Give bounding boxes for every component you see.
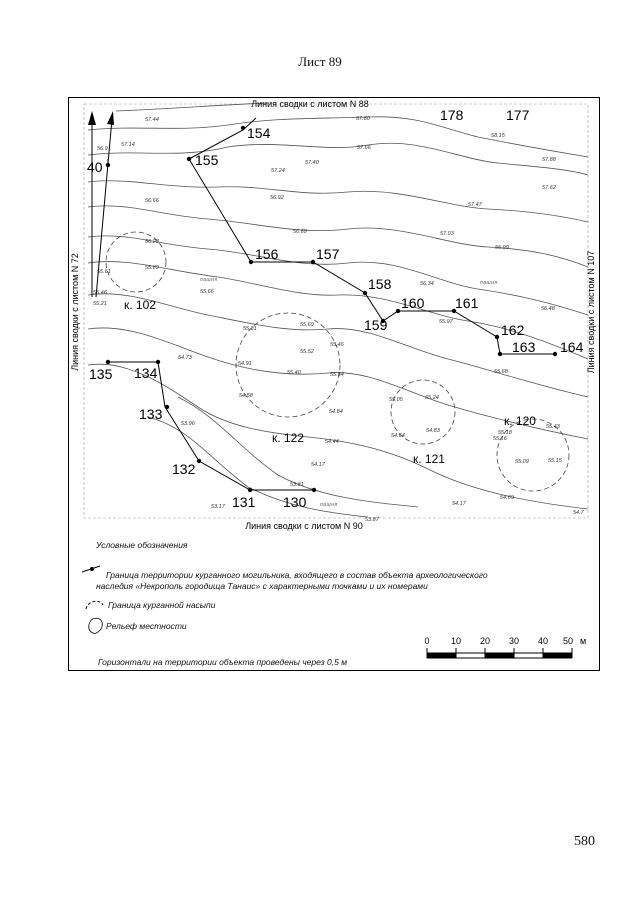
elevation-mark: 57.44 <box>145 117 159 123</box>
boundary-point-marker <box>363 291 367 295</box>
boundary-point-marker <box>106 163 110 167</box>
elevation-mark: 58.15 <box>491 133 505 139</box>
elevation-mark: 56.66 <box>145 198 159 204</box>
point-label-131: 131 <box>232 494 256 510</box>
scale-bar <box>424 636 586 658</box>
elevation-mark: 55.18 <box>498 430 512 436</box>
point-label-163: 163 <box>512 339 536 355</box>
scale-tick-label: 0 <box>424 636 430 646</box>
point-label-155: 155 <box>195 152 219 168</box>
elevation-mark: 54.73 <box>178 355 192 361</box>
elevation-mark: 53.87 <box>365 517 379 523</box>
elevation-mark: 57.24 <box>271 168 285 174</box>
elevation-mark: 57.03 <box>440 231 454 237</box>
point-label-161: 161 <box>455 295 479 311</box>
mound-label-102: к. 102 <box>124 298 156 312</box>
point-label-164: 164 <box>560 339 584 355</box>
boundary-point-marker <box>106 360 110 364</box>
boundary-point-marker <box>396 309 400 313</box>
elevation-mark: 53.17 <box>211 504 225 510</box>
point-label-154: 154 <box>247 125 271 141</box>
mound-boundaries <box>106 232 569 491</box>
scale-tick-label: 40 <box>537 636 549 646</box>
legend-item-boundary-line1: Граница территории курганного могильника, входящего в состав объекта археологического <box>106 570 488 580</box>
boundary-point-marker <box>495 335 499 339</box>
point-label-133: 133 <box>139 406 163 422</box>
elevation-mark: 54.17 <box>311 462 325 468</box>
edge-label-left: Линия сводки с листом N 72 <box>70 253 80 371</box>
contour-interval-note: Горизонтали на территории объекта проведены через 0,5 м <box>98 657 348 667</box>
elevation-mark: 56.99 <box>495 245 509 251</box>
territory-boundary <box>108 118 555 490</box>
point-label-160: 160 <box>401 295 425 311</box>
side-number-178: 178 <box>440 107 464 123</box>
elevation-mark: 55.15 <box>548 458 562 464</box>
elevation-mark: 54.69 <box>500 495 514 501</box>
mound-boundary-symbol <box>86 601 103 609</box>
point-label-132: 132 <box>172 461 196 477</box>
elevation-mark: 55.61 <box>97 269 111 275</box>
boundary-point-marker <box>241 126 245 130</box>
field-label: пашня <box>320 502 338 508</box>
elevation-mark: 56.23 <box>145 239 159 245</box>
elevation-mark: 55.21 <box>93 301 107 307</box>
elevation-mark: 54.91 <box>238 361 252 367</box>
elevation-mark: 57.80 <box>356 116 370 122</box>
elevation-mark: 54.84 <box>329 409 343 415</box>
page-number: 580 <box>574 834 595 849</box>
elevation-mark: 56.69 <box>293 229 307 235</box>
scale-unit: м <box>580 636 587 646</box>
elevation-mark: 57.14 <box>121 142 135 148</box>
elevation-mark: 55.46 <box>330 342 344 348</box>
elevation-mark: 54.83 <box>426 428 440 434</box>
elevation-mark: 55.66 <box>200 289 214 295</box>
side-number-40: 40 <box>87 159 103 175</box>
elevation-mark: 55.97 <box>439 319 453 325</box>
field-label: пашня <box>480 280 498 286</box>
elevation-mark: 57.40 <box>305 160 319 166</box>
elevation-mark: 54.58 <box>239 393 253 399</box>
edge-label-bottom: Линия сводки с листом N 90 <box>245 521 363 531</box>
point-label-162: 162 <box>501 322 525 338</box>
contour-line <box>88 181 588 222</box>
mound-label-120: к. 120 <box>504 414 536 428</box>
boundary-point-marker <box>187 157 191 161</box>
point-label-130: 130 <box>283 494 307 510</box>
elevation-mark: 57.47 <box>468 202 482 208</box>
elevation-mark: 55.69 <box>300 322 314 328</box>
edge-label-top: Линия сводки с листом N 88 <box>251 99 369 109</box>
point-label-159: 159 <box>364 317 388 333</box>
boundary-point-marker <box>311 260 315 264</box>
boundary-line-symbol <box>82 566 100 572</box>
point-label-158: 158 <box>368 276 392 292</box>
elevation-mark: 55.52 <box>300 349 314 355</box>
boundary-point-marker <box>165 405 169 409</box>
boundary-point-marker <box>156 360 160 364</box>
relief-symbol <box>89 618 103 633</box>
elevation-marks <box>93 116 585 523</box>
side-number-177: 177 <box>506 107 530 123</box>
scale-tick-label: 50 <box>562 636 574 646</box>
elevation-mark: 55.68 <box>494 369 508 375</box>
legend-item-relief: Рельеф местности <box>106 621 187 631</box>
elevation-mark: 54.17 <box>452 501 466 507</box>
boundary-point-marker <box>498 352 502 356</box>
elevation-mark: 54.64 <box>391 433 405 439</box>
elevation-mark: 55.89 <box>145 265 159 271</box>
boundary-point-marker <box>197 459 201 463</box>
elevation-mark: 54.44 <box>325 439 339 445</box>
contour-lines <box>88 103 588 517</box>
legend-item-mound: Граница курганной насыпи <box>108 600 216 610</box>
point-label-135: 135 <box>89 366 113 382</box>
legend-title: Условные обозначения <box>96 540 188 550</box>
elevation-mark: 57.62 <box>542 185 556 191</box>
elevation-mark: 56.92 <box>270 195 284 201</box>
elevation-mark: 55.46 <box>93 290 107 296</box>
mound-label-121: к. 121 <box>413 452 445 466</box>
legend-item-boundary-line2: наследия «Некрополь городища Танаис» с характерными точками и их номерами <box>96 581 428 591</box>
sheet-label: Лист 89 <box>298 54 342 69</box>
elevation-mark: 55.31 <box>243 326 257 332</box>
boundary-point-marker <box>248 488 252 492</box>
mound-label-122: к. 122 <box>272 431 304 445</box>
point-label-157: 157 <box>316 246 340 262</box>
scale-tick-label: 30 <box>508 636 520 646</box>
elevation-mark: 56.34 <box>420 281 434 287</box>
site-map <box>68 97 600 671</box>
point-label-134: 134 <box>134 365 158 381</box>
elevation-mark: 55.40 <box>287 370 301 376</box>
elevation-mark: 56.91 <box>97 146 111 152</box>
elevation-mark: 55.05 <box>389 397 403 403</box>
field-label: пашня <box>200 277 218 283</box>
elevation-mark: 55.84 <box>330 372 344 378</box>
contour-line <box>88 364 588 509</box>
edge-label-right: Линия сводки с листом N 107 <box>586 250 596 374</box>
point-label-156: 156 <box>255 246 279 262</box>
elevation-mark: 54.7 <box>573 510 584 516</box>
contour-line <box>88 143 588 175</box>
boundary-point-marker <box>553 352 557 356</box>
legend <box>82 540 586 667</box>
elevation-mark: 55.16 <box>493 436 507 442</box>
scale-tick-label: 10 <box>450 636 462 646</box>
boundary-point-marker <box>312 488 316 492</box>
elevation-mark: 57.66 <box>357 145 371 151</box>
map-inner-frame <box>84 104 588 518</box>
boundary-point-markers <box>106 126 557 492</box>
elevation-mark: 57.88 <box>542 157 556 163</box>
elevation-mark: 56.48 <box>541 306 555 312</box>
elevation-mark: 55.24 <box>425 395 439 401</box>
elevation-mark: 53.81 <box>290 482 304 488</box>
boundary-point-marker <box>249 260 253 264</box>
elevation-mark: 55.09 <box>515 459 529 465</box>
elevation-mark: 55.43 <box>546 424 560 430</box>
elevation-mark: 53.96 <box>181 421 195 427</box>
scale-tick-label: 20 <box>479 636 491 646</box>
